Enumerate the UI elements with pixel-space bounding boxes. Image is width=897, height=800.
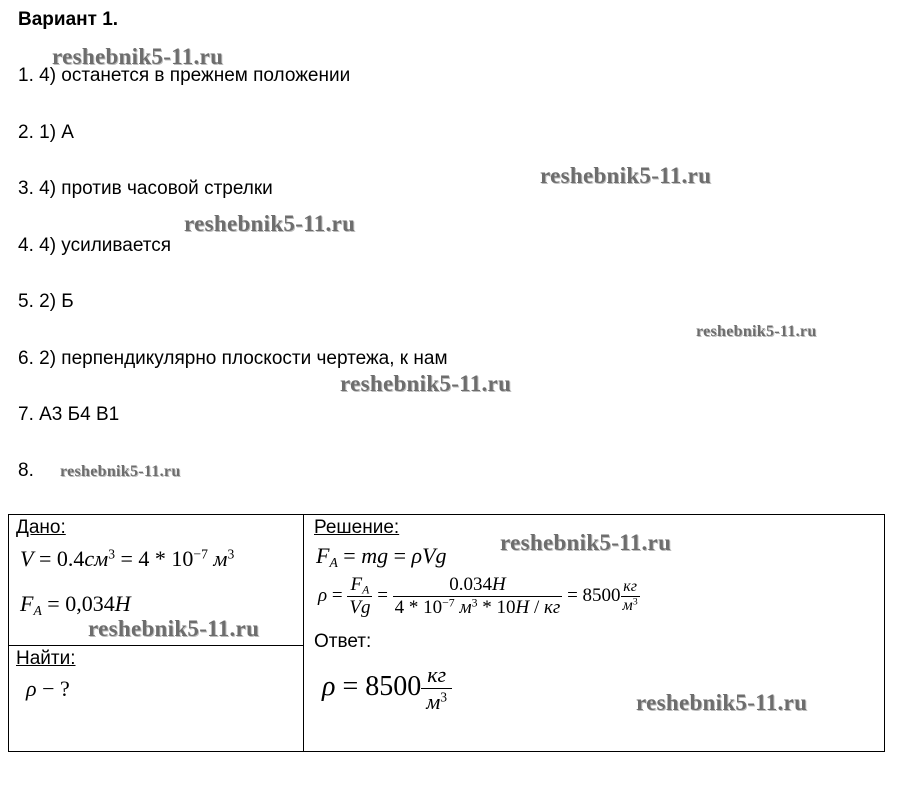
answer-2: 2. 1) А <box>18 122 74 143</box>
given-label: Дано: <box>16 517 66 538</box>
watermark: reshebnik5-11.ru <box>540 163 712 188</box>
answer-5: 5. 2) Б <box>18 291 74 312</box>
given-force: $F_A = 0,034Н$ <box>20 591 131 619</box>
solution-label: Решение: <box>314 517 400 538</box>
watermark: reshebnik5-11.ru <box>340 371 512 396</box>
watermark: reshebnik5-11.ru <box>500 530 672 555</box>
find-density: ρ − ? <box>26 676 70 701</box>
watermark: reshebnik5-11.ru <box>88 616 260 641</box>
find-label: Найти: <box>16 648 76 669</box>
answer-8: 8. <box>18 460 34 481</box>
page-title: Вариант 1. <box>18 9 119 30</box>
answer-3: 3. 4) против часовой стрелки <box>18 178 273 199</box>
archimedes-equation: $F_A$ = mg = ρVg <box>316 543 447 571</box>
answer-6: 6. 2) перпендикулярно плоскости чертежа, к нам <box>18 348 448 369</box>
answer-label: Ответ: <box>314 631 372 652</box>
watermark: reshebnik5-11.ru <box>52 44 224 69</box>
watermark: reshebnik5-11.ru <box>696 323 817 340</box>
final-answer: ρ = 8500 $\frac{кг}{м^3}$ <box>322 662 452 715</box>
watermark: reshebnik5-11.ru <box>60 463 181 480</box>
answer-1: 1. 4) останется в прежнем положении <box>18 65 351 86</box>
given-volume: $V = 0.4см^3 = 4 * 10^{-7}$ $м^3$ <box>20 546 235 571</box>
watermark: reshebnik5-11.ru <box>184 211 356 236</box>
density-calculation: ρ = $\frac{F_A}{Vg}$ = $\frac{0.034Н}{4 * 10^{-7} м^3 * 10Н / кг}$ = 8500 $\frac{кг}{м^3}$ <box>318 574 638 618</box>
watermark: reshebnik5-11.ru <box>636 690 808 715</box>
answer-4: 4. 4) усиливается <box>18 235 172 256</box>
answer-7: 7. А3 Б4 В1 <box>18 404 120 425</box>
